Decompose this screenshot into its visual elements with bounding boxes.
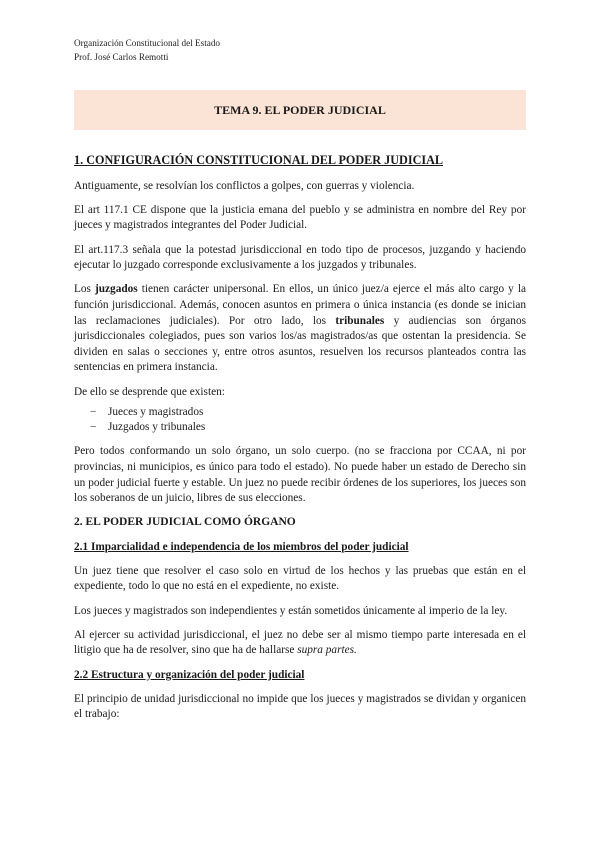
list-item: − Jueces y magistrados: [74, 405, 526, 421]
subsection-2-1-heading: 2.1 Imparcialidad e independencia de los miembros del poder judicial: [74, 540, 409, 553]
section-1-heading: 1. CONFIGURACIÓN CONSTITUCIONAL DEL PODER JUDICIAL: [74, 153, 444, 167]
list-item: − Juzgados y tribunales: [74, 420, 526, 436]
dash-list: [74, 405, 526, 436]
paragraph: Un juez tiene que resolver el caso solo en virtud de los hechos y las pruebas que están en el expediente, todo lo que no está en el expediente, no existe.: [74, 564, 526, 593]
text-run: tienen carácter unipersonal. En ellos, un único juez/a ejerce el más alto cargo y la función jurisdiccional. Además, conocen asuntos en primera o única instancia (es donde se inician las reclamaciones judiciales). Por otro lado, los: [74, 283, 526, 327]
text-run: Al ejercer su actividad jurisdiccional, el juez no debe ser al mismo tiempo parte interesada en el litigio que ha de resolver, sino que ha de hallarse: [74, 628, 526, 657]
subsection-2-2-heading: 2.2 Estructura y organización del poder judicial: [74, 668, 305, 681]
term-supra-partes: supra partes.: [297, 644, 357, 657]
paragraph: Antiguamente, se resolvían los conflictos a golpes, con guerras y violencia.: [74, 179, 415, 192]
paragraph: El art.117.3 señala que la potestad jurisdiccional en todo tipo de procesos, juzgando y haciendo ejecutar lo juzgado corresponde exclusivamente a los juzgados y tribunales.: [74, 243, 526, 272]
paragraph: Pero todos conformando un solo órgano, un solo cuerpo. (no se fracciona por CCAA, ni por provincias, ni municipios, es único para todo el estado). No puede haber un estado de Derecho sin un poder judicial fuerte y estable. Un juez no puede recibir órdenes de los superiores, los jueces son los soberanos de un juicio, libres de sus elecciones.: [74, 445, 526, 505]
header-course: Organización Constitucional del Estado: [74, 38, 221, 48]
text-run: y audiencias son órganos jurisdiccionales colegiados, pues son varios los/as magistrados/as que ostentan la presidencia. Se dividen en salas o secciones y, entre otros asuntos, resuelven los recursos planteados contra las sentencias en primera instancia.: [74, 314, 526, 374]
paragraph: Los jueces y magistrados son independientes y están sometidos únicamente al imperio de la ley.: [74, 604, 508, 617]
header-professor: Prof. José Carlos Remotti: [74, 52, 169, 62]
paragraph: El principio de unidad jurisdiccional no impide que los jueces y magistrados se dividan y organicen el trabajo:: [74, 692, 526, 721]
paragraph: [74, 282, 526, 376]
paragraph: El art 117.1 CE dispone que la justicia emana del pueblo y se administra en nombre del Rey por jueces y magistrados integrantes del Poder Judicial.: [74, 203, 526, 232]
document-body: [74, 153, 526, 732]
page-header: [74, 36, 220, 64]
term-juzgados: juzgados: [94, 283, 138, 296]
text-run: Los: [74, 283, 95, 296]
paragraph: [74, 628, 526, 659]
section-2-heading: 2. EL PODER JUDICIAL COMO ÓRGANO: [74, 516, 296, 529]
term-tribunales: tribunales: [335, 314, 385, 327]
paragraph: De ello se desprende que existen:: [74, 385, 225, 398]
document-title: TEMA 9. EL PODER JUDICIAL: [74, 90, 526, 130]
